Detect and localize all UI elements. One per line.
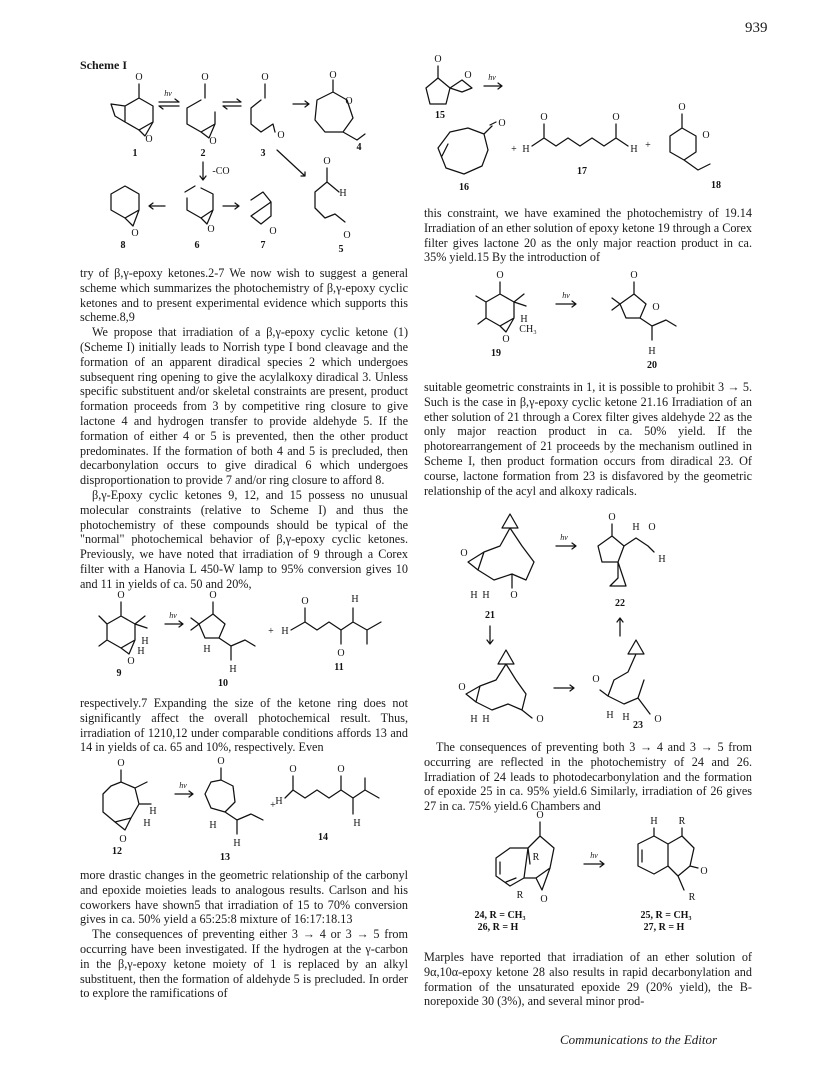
svg-text:1: 1 — [132, 148, 138, 159]
compound-4-structure — [315, 70, 365, 153]
svg-text:19: 19 — [491, 348, 501, 359]
svg-text:O: O — [458, 682, 466, 693]
svg-text:O: O — [536, 714, 544, 725]
compound-2-structure — [187, 72, 217, 159]
svg-text:H: H — [339, 188, 347, 199]
compound-21-structure — [460, 514, 534, 621]
svg-text:O: O — [323, 156, 331, 167]
svg-text:H: H — [141, 636, 149, 647]
svg-text:O: O — [289, 764, 297, 775]
svg-text:CH₃: CH₃ — [519, 324, 537, 335]
svg-text:21: 21 — [485, 610, 495, 621]
svg-text:hν: hν — [169, 611, 177, 620]
svg-text:H: H — [520, 314, 528, 325]
svg-text:-CO: -CO — [212, 166, 230, 177]
svg-text:H: H — [482, 590, 490, 601]
svg-text:H: H — [203, 644, 211, 655]
svg-text:H: H — [233, 838, 241, 849]
svg-text:O: O — [329, 70, 337, 81]
svg-text:H: H — [632, 522, 640, 533]
right-col-block-1 — [424, 206, 752, 265]
svg-text:O: O — [702, 130, 710, 141]
svg-text:H: H — [149, 806, 157, 817]
svg-text:O: O — [345, 96, 353, 107]
svg-text:H: H — [353, 818, 361, 829]
compound-5-structure — [315, 156, 351, 255]
svg-text:O: O — [217, 756, 225, 767]
svg-text:26, R = H: 26, R = H — [477, 922, 519, 933]
para-right-4: Marples have reported that irradiation of an ether solution of 9α,10α-epoxy ketone 28 also results in rapid decarbonylation and formation of the unsaturated epoxide 29 (20% yield), the B-norepoxide 30 (3%), and several minor prod- — [424, 950, 752, 1009]
compound-14-structure — [275, 764, 379, 843]
para-right-3: The consequences of preventing both 3 → 4 and 3 → 5 from occurring are reflected in the photochemistry of 24 and 26. Irradiation of 24 leads to photodecarbonylation and the formation of epoxide 25 in ca. 95% yield.6 Similarly, irradiation of 26 gives 27 in ca. 75% yield.6 Chambers and — [424, 740, 752, 814]
svg-text:O: O — [434, 54, 442, 65]
svg-text:O: O — [648, 522, 656, 533]
compound-15-structure — [426, 54, 472, 121]
svg-text:O: O — [654, 714, 662, 725]
svg-text:H: H — [143, 818, 151, 829]
right-col-block-3 — [424, 740, 752, 814]
svg-text:H: H — [281, 626, 289, 637]
para-left-5: more drastic changes in the geometric relationship of the carbonyl and epoxide moieties leads to analogous results. Carlson and his coworkers have shown5 that irradiation of 15 to 70% conversion gives in ca. 50% yield a 65:25:8 mixture of 16:17:18.13 — [80, 868, 408, 927]
compound-13-structure — [205, 756, 263, 863]
svg-text:O: O — [127, 656, 135, 667]
svg-text:H: H — [209, 820, 217, 831]
svg-text:O: O — [612, 112, 620, 123]
compound-11-structure — [281, 594, 381, 673]
svg-text:12: 12 — [112, 846, 122, 857]
compound-18-structure — [670, 102, 721, 191]
svg-text:O: O — [536, 810, 544, 821]
svg-text:8: 8 — [120, 240, 126, 251]
compound-19-structure — [476, 270, 537, 359]
svg-text:O: O — [337, 648, 345, 659]
svg-text:H: H — [658, 554, 666, 565]
para-left-3: β,γ-Epoxy cyclic ketones 9, 12, and 15 possess no unusual molecular constraints (relative to Scheme I) and thus the photochemistry of these compounds should be typical of the "normal" photochemical behavior of β,γ-epoxy cyclic ketones. Previously, we have noted that irradiation of 9 through a Corex filter with a Hanovia L 450-W lamp to 95% conversion gives 10 and 11 in yields of ca. 50 and 20%, — [80, 487, 408, 591]
svg-text:7: 7 — [260, 240, 266, 251]
compound-22-structure — [598, 512, 666, 609]
svg-text:O: O — [592, 674, 600, 685]
svg-text:O: O — [337, 764, 345, 775]
svg-text:R: R — [516, 890, 524, 901]
svg-text:O: O — [540, 894, 548, 905]
svg-text:H: H — [630, 144, 638, 155]
svg-text:H: H — [229, 664, 237, 675]
svg-text:hν: hν — [560, 533, 568, 542]
compound-23-structure — [592, 640, 661, 725]
compound-7-structure — [251, 192, 277, 251]
svg-text:4: 4 — [356, 142, 362, 153]
compound-12-structure — [103, 758, 157, 857]
para-left-1: try of β,γ-epoxy ketones.2-7 We now wish to suggest a general scheme which summarizes the photochemistry of β,γ-epoxy cyclic ketones and to present experimental evidence which supports this scheme.8,9 — [80, 266, 408, 325]
svg-text:O: O — [540, 112, 548, 123]
page-number: 939 — [745, 20, 768, 36]
svg-text:H: H — [275, 796, 283, 807]
para-left-6: The consequences of preventing either 3 → 4 or 3 → 5 from occurring have been investigated. If the hydrogen at the γ-carbon in the β,γ-epoxy ketone moiety of 1 is replaced by an alkyl substituent, then the formation of aldehyde 5 is precluded. In order to explore the ramifications of — [80, 927, 408, 1001]
compound-23-intermediate-a-structure — [458, 650, 543, 725]
svg-text:O: O — [464, 70, 472, 81]
compounds-19-20-figure — [470, 268, 710, 378]
svg-text:15: 15 — [435, 110, 445, 121]
para-right-2: suitable geometric constraints in 1, it is possible to prohibit 3 → 5. Such is the case in β,γ-epoxy cyclic ketone 21.16 Irradiation of an ether solution of 21 through a Corex filter gives aldehyde 22 as the only major reaction product in ca. 50% yield. If the photorearrangement of 21 proceeds by the mechanism outlined in Scheme I, then product formation occurs from diradical 23. Of course, lactone formation from 23 is disfavored by the geometric relationship of the acyl and alkoxy radicals. — [424, 380, 752, 498]
svg-text:O: O — [201, 72, 209, 83]
svg-text:O: O — [496, 270, 504, 281]
svg-text:O: O — [510, 590, 518, 601]
svg-text:22: 22 — [615, 598, 625, 609]
compound-20-structure — [612, 270, 676, 371]
svg-text:hν: hν — [488, 73, 496, 82]
svg-text:18: 18 — [711, 180, 721, 191]
svg-text:O: O — [608, 512, 616, 523]
svg-text:O: O — [269, 226, 277, 237]
svg-text:O: O — [119, 834, 127, 845]
para-right-1: this constraint, we have examined the photochemistry of 19.14 Irradiation of an ether solution of epoxy ketone 19 through a Corex filter gives lactone 20 as the only major reaction product in ca. 35% yield.15 By the introduction of — [424, 206, 752, 265]
svg-text:O: O — [209, 136, 217, 147]
svg-text:O: O — [207, 224, 215, 235]
svg-text:O: O — [343, 230, 351, 241]
svg-text:24, R = CH₃: 24, R = CH₃ — [474, 910, 526, 921]
svg-text:hν: hν — [179, 781, 187, 790]
svg-text:O: O — [498, 118, 506, 129]
compound-6-structure — [185, 186, 215, 251]
svg-text:hν: hν — [590, 851, 598, 860]
svg-text:O: O — [301, 596, 309, 607]
right-col-block-4 — [424, 950, 752, 1009]
para-left-2: We propose that irradiation of a β,γ-epoxy cyclic ketone (1) (Scheme I) initially leads to Norrish type I bond cleavage and the formation of an apparent diradical species 2 which undergoes subsequent ring opening to give the acylalkoxy diradical 3. Unless specific substituent and/or skeletal constraints are present, product formation proceeds from 3 by competitive ring closure to give lactone 4 and hydrogen transfer to provide aldehyde 5. If the formation of either 4 or 5 is prevented, then the other product predominates. If the formation of both 4 and 5 is precluded, then decarbonylation occurs to give diradical 6 which undergoes disproportionation to provide 7 and/or ring closure to afford 8. — [80, 325, 408, 488]
svg-text:9: 9 — [116, 668, 122, 679]
svg-text:+: + — [645, 140, 651, 151]
footer-section: Communications to the Editor — [560, 1032, 718, 1047]
right-col-block-2 — [424, 380, 752, 498]
svg-text:17: 17 — [577, 166, 587, 177]
svg-text:H: H — [351, 594, 359, 605]
compound-1-structure — [111, 72, 153, 159]
svg-text:25, R = CH₃: 25, R = CH₃ — [640, 910, 692, 921]
svg-text:10: 10 — [218, 678, 228, 689]
svg-text:R: R — [532, 852, 540, 863]
svg-text:5: 5 — [338, 244, 344, 255]
scheme-1-figure — [95, 70, 395, 255]
svg-text:+: + — [511, 144, 517, 155]
svg-text:H: H — [470, 590, 478, 601]
svg-text:14: 14 — [318, 832, 328, 843]
svg-text:13: 13 — [220, 852, 230, 863]
svg-text:3: 3 — [260, 148, 266, 159]
svg-text:O: O — [678, 102, 686, 113]
compound-17-structure — [522, 112, 637, 177]
svg-text:hν: hν — [562, 291, 570, 300]
compound-3-structure — [251, 72, 285, 159]
svg-text:R: R — [688, 892, 696, 903]
svg-text:16: 16 — [459, 182, 469, 193]
svg-text:H: H — [648, 346, 656, 357]
compound-9-structure — [99, 590, 149, 679]
compounds-12-13-14-figure — [95, 756, 395, 864]
svg-text:20: 20 — [647, 360, 657, 371]
svg-text:O: O — [117, 758, 125, 769]
compounds-15-18-figure — [420, 52, 750, 194]
svg-text:O: O — [261, 72, 269, 83]
compound-8-structure — [111, 186, 139, 251]
compound-25-27-structure — [638, 816, 708, 903]
compound-16-structure — [438, 118, 506, 193]
svg-text:+: + — [270, 800, 276, 811]
svg-text:2: 2 — [200, 148, 206, 159]
svg-text:H: H — [470, 714, 478, 725]
compounds-24-27-figure — [470, 808, 720, 944]
left-col-block-3 — [80, 868, 408, 1001]
svg-text:O: O — [145, 134, 153, 145]
svg-text:H: H — [606, 710, 614, 721]
svg-text:H: H — [650, 816, 658, 827]
svg-text:H: H — [137, 646, 145, 657]
svg-text:H: H — [522, 144, 530, 155]
svg-text:O: O — [131, 228, 139, 239]
compound-24-26-structure — [496, 810, 554, 905]
svg-text:O: O — [135, 72, 143, 83]
svg-text:O: O — [277, 130, 285, 141]
svg-text:O: O — [700, 866, 708, 877]
compounds-21-22-23-figure — [440, 500, 730, 725]
svg-text:O: O — [630, 270, 638, 281]
para-left-4: respectively.7 Expanding the size of the ketone ring does not significantly affect the overall photochemical result. Thus, irradiation of 1210,12 under comparable conditions affords 13 and 14 in yields of ca. 65 and 10%, respectively. Even — [80, 696, 408, 755]
svg-text:+: + — [268, 626, 274, 637]
label-23: 23 — [633, 720, 643, 731]
compounds-9-10-11-figure — [95, 588, 405, 688]
compound-10-structure — [191, 590, 255, 689]
svg-text:6: 6 — [194, 240, 200, 251]
scheme-label: Scheme I — [80, 58, 127, 72]
svg-text:H: H — [622, 712, 630, 723]
svg-text:O: O — [117, 590, 125, 601]
svg-text:O: O — [460, 548, 468, 559]
svg-text:27, R = H: 27, R = H — [643, 922, 685, 933]
left-col-block-1 — [80, 266, 408, 592]
svg-text:O: O — [502, 334, 510, 345]
left-col-block-2 — [80, 696, 408, 755]
svg-text:R: R — [678, 816, 686, 827]
svg-text:O: O — [652, 302, 660, 313]
svg-text:O: O — [209, 590, 217, 601]
svg-text:hν: hν — [164, 89, 172, 98]
svg-text:11: 11 — [334, 662, 344, 673]
svg-text:H: H — [482, 714, 490, 725]
